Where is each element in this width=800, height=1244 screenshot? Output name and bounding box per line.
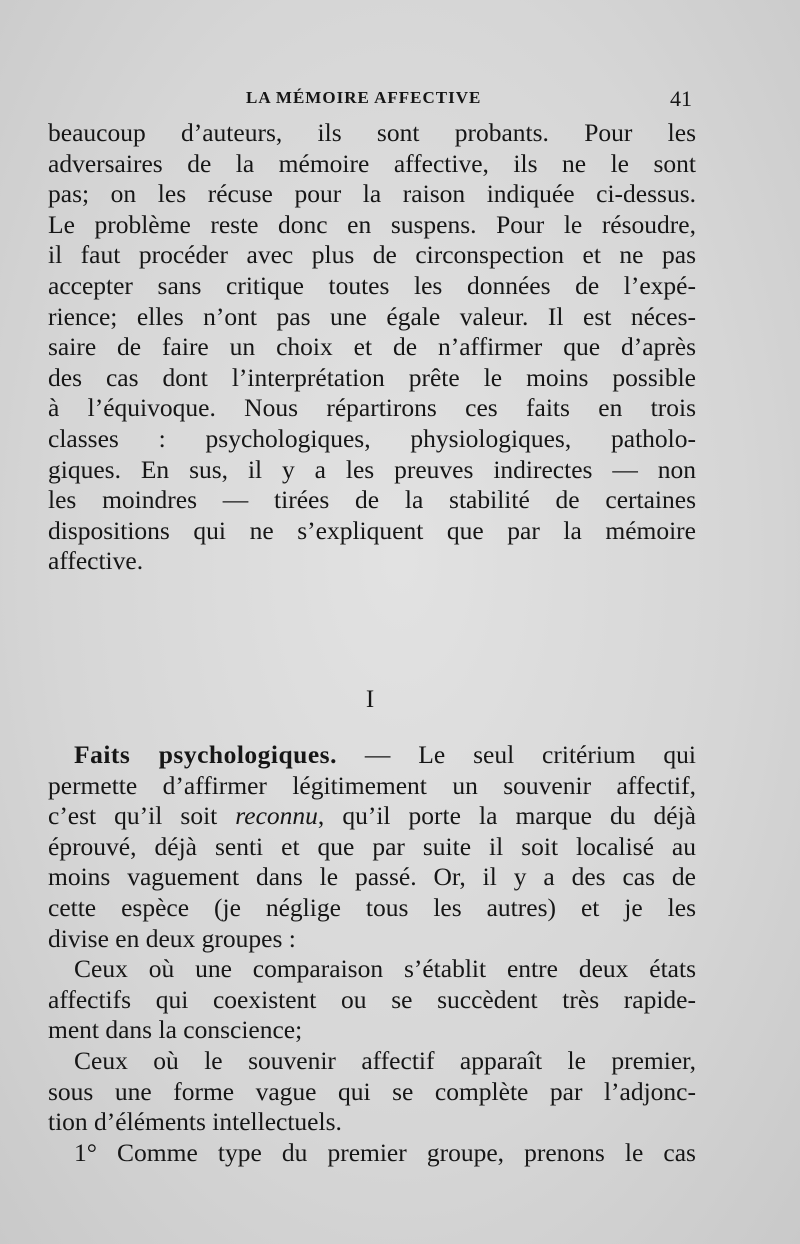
section-body [48, 740, 696, 1168]
text-line: divise en deux groupes : [48, 923, 296, 953]
text-line: classes : psychologiques, physiologiques, patholo- [48, 423, 696, 453]
text-line: moins vaguement dans le passé. Or, il y a des cas de [48, 862, 696, 892]
text-line: Ceux où le souvenir affectif apparaît le premier, [74, 1045, 696, 1075]
text-line: permette d’affirmer légitimement un souvenir affectif, [48, 770, 696, 800]
text-line: il faut procéder avec plus de circonspection et ne pas [48, 240, 696, 270]
running-head: LA MÉMOIRE AFFECTIVE [246, 88, 482, 107]
text-line: sous une forme vague qui se complète par l’adjonc- [48, 1076, 696, 1106]
page-number: 41 [670, 86, 692, 111]
text-line: beaucoup d’auteurs, ils sont probants. Pour les [48, 118, 696, 147]
text-segment: , qu’il porte la marque du déjà [317, 801, 696, 831]
text-line: cette espèce (je néglige tous les autres) et je les [48, 892, 696, 922]
text-line: dispositions qui ne s’expliquent que par la mémoire [48, 515, 696, 545]
section-number: I [365, 686, 375, 713]
text-line: adversaires de la mémoire affective, ils ne le sont [48, 148, 696, 178]
section-heading: Faits psychologiques. [74, 740, 337, 769]
text-line: saire de faire un choix et de n’affirmer que d’après [48, 332, 696, 362]
text-line: les moindres — tirées de la stabilité de certaines [48, 485, 696, 515]
text-line: des cas dont l’interprétation prête le moins possible [48, 362, 696, 392]
italic-term: reconnu [235, 801, 318, 831]
text-line: 1° Comme type du premier groupe, prenons le cas [74, 1137, 696, 1167]
text-line: accepter sans critique toutes les données de l’expé- [48, 270, 696, 300]
text-line: affective. [48, 546, 144, 576]
page-header [0, 86, 800, 116]
text-line: Ceux où une comparaison s’établit entre deux états [74, 954, 696, 984]
text-segment: — Le seul critérium qui [336, 740, 696, 769]
text-segment: c’est qu’il soit [48, 801, 236, 831]
text-line: giques. En sus, il y a les preuves indirectes — non [48, 454, 696, 484]
text-line [48, 801, 696, 832]
text-line: pas; on les récuse pour la raison indiquée ci-dessus. [48, 179, 696, 209]
text-line: rience; elles n’ont pas une égale valeur. Il est néces- [48, 301, 696, 331]
text-line: éprouvé, déjà senti et que par suite il soit localisé au [48, 831, 696, 861]
paragraph-continuation [48, 118, 696, 577]
text-line: Le problème reste donc en suspens. Pour le résoudre, [48, 209, 696, 239]
text-line: tion d’éléments intellectuels. [48, 1107, 342, 1137]
section-first-line [48, 740, 696, 771]
text-line: à l’équivoque. Nous répartirons ces faits en trois [48, 393, 696, 423]
text-line: affectifs qui coexistent ou se succèdent très rapide- [48, 984, 696, 1014]
text-line: ment dans la conscience; [48, 1015, 303, 1045]
